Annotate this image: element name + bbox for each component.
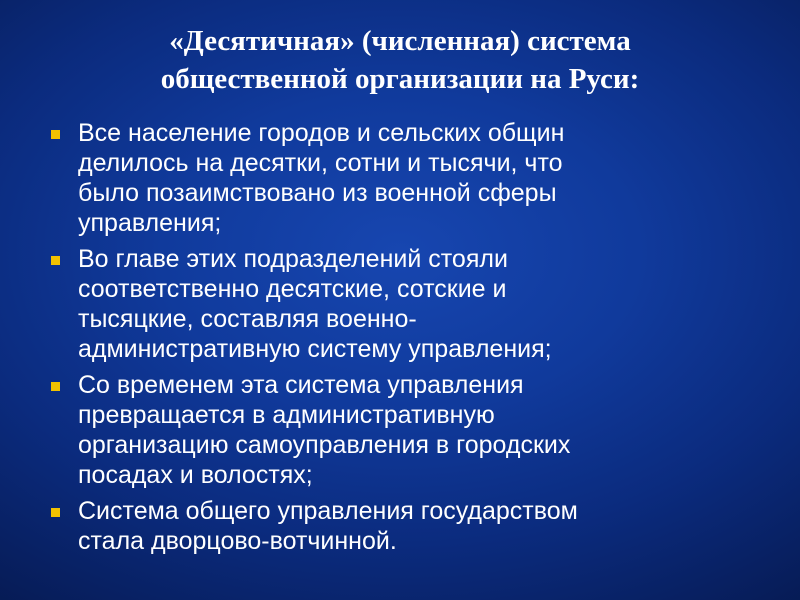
square-bullet-icon xyxy=(51,382,60,391)
bullet-text-line: Во главе этих подразделений стояли xyxy=(78,245,508,273)
bullet-text-line: управления; xyxy=(78,209,222,237)
slide-title xyxy=(40,22,760,98)
bullet-text-line: тысяцкие, составляя военно- xyxy=(78,305,417,333)
square-bullet-icon xyxy=(51,130,60,139)
bullet-text-line: превращается в административную xyxy=(78,401,495,429)
bullet-text-line: соответственно десятские, сотские и xyxy=(78,275,507,303)
bullet-text-line: стала дворцово-вотчинной. xyxy=(78,527,397,555)
bullet-text-line: делилось на десятки, сотни и тысячи, что xyxy=(78,149,563,177)
bullet-item xyxy=(48,244,748,364)
title-line: общественной организации на Руси: xyxy=(160,63,640,95)
bullet-text-line: посадах и волостях; xyxy=(78,461,313,489)
bullet-item xyxy=(48,496,748,556)
bullet-text-line: Все население городов и сельских общин xyxy=(78,119,565,147)
bullet-text-line: было позаимствовано из военной сферы xyxy=(78,179,557,207)
bullet-text-line: Со временем эта система управления xyxy=(78,371,524,399)
bullet-text-line: организацию самоуправления в городских xyxy=(78,431,571,459)
bullet-item xyxy=(48,370,748,490)
bullet-text-line: Система общего управления государством xyxy=(78,497,578,525)
bullet-list xyxy=(48,118,748,562)
square-bullet-icon xyxy=(51,508,60,517)
bullet-text-line: административную систему управления; xyxy=(78,335,552,363)
title-line: «Десятичная» (численная) система xyxy=(169,25,631,57)
square-bullet-icon xyxy=(51,256,60,265)
bullet-item xyxy=(48,118,748,238)
